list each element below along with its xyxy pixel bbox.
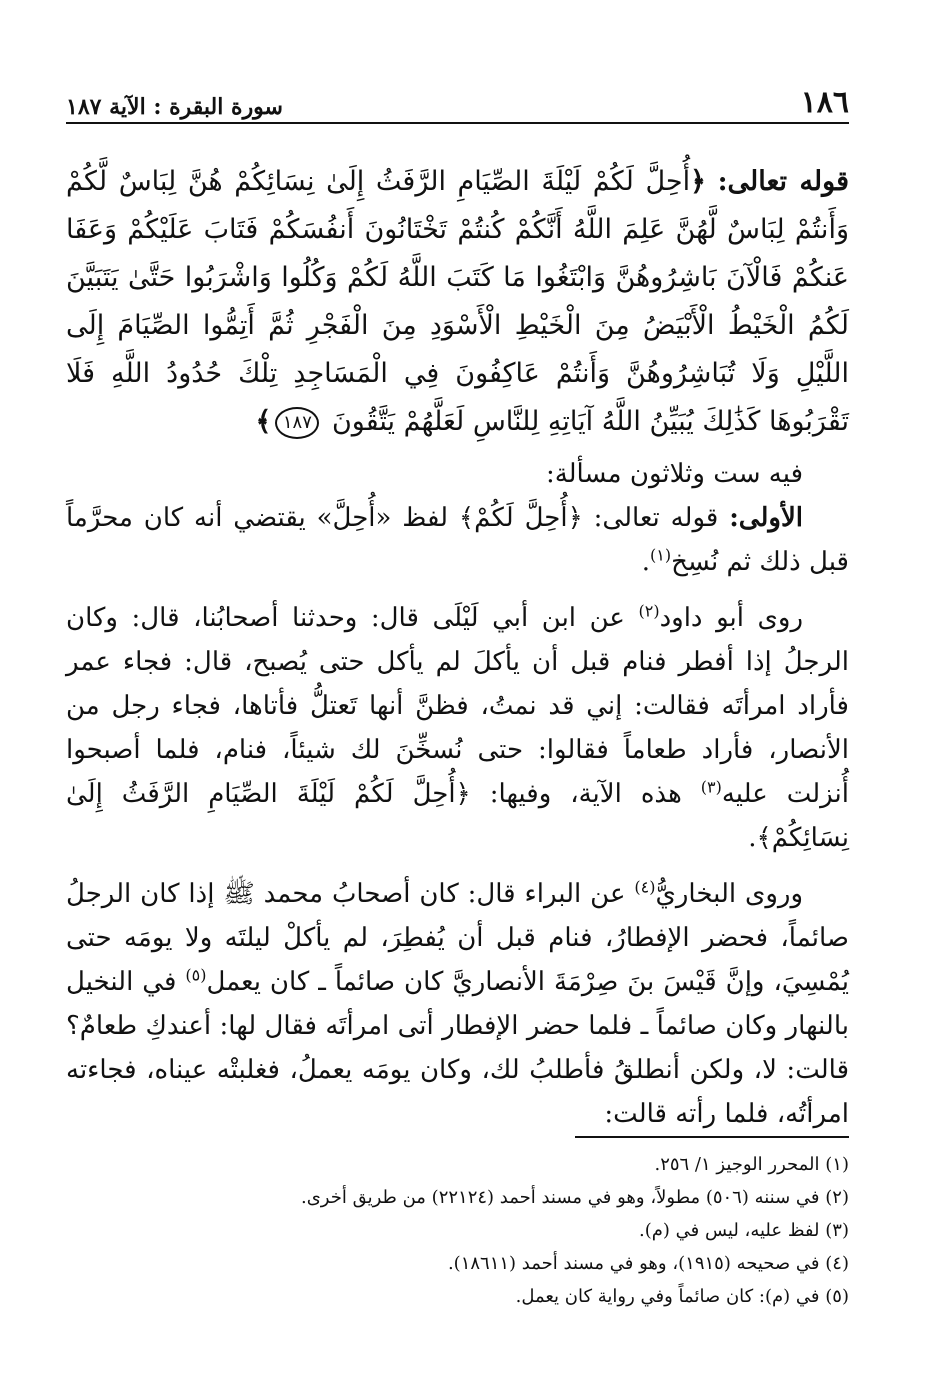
first-issue-paragraph <box>66 496 849 584</box>
footnote-text: في سننه (٥٠٦) مطولاً، وهو في مسند أحمد (٢٢١٢٤) من طريق أخرى. <box>301 1187 820 1208</box>
footnote-item <box>66 1181 849 1214</box>
footnote-item <box>66 1148 849 1181</box>
issue-count-intro: فيه ست وثلاثون مسألة: <box>545 459 803 489</box>
footnote-number: (٢) <box>825 1187 849 1208</box>
bukhari-text-b: عن البراء قال: كان أصحابُ محمد ﷺ إذا كان الرجلُ صائماً، فحضر الإفطارُ، فنام قبل أن يُفطِرَ، لم يأكلْ ليلتَه ولا يومَه حتى يُمْسِيَ، وإنَّ قَيْسَ بنَ صِرْمَةَ الأنصاريَّ كان صائماً ـ كان يعمل <box>66 879 849 997</box>
footnote-number: (٣) <box>825 1220 849 1241</box>
first-issue-lead: الأولى: <box>729 503 804 533</box>
footnotes <box>66 1148 849 1313</box>
footnote-ref: (١) <box>649 545 672 565</box>
bukhari-paragraph <box>66 872 849 1136</box>
footnote-number: (٥) <box>825 1286 849 1307</box>
abu-dawud-text-a: روى أبو داود <box>659 603 804 633</box>
abu-dawud-text-c: هذه الآية، وفيها: ﴿أُحِلَّ لَكُمْ لَيْلَةَ الصِّيَامِ الرَّفَثُ إِلَىٰ نِسَائِكُمْ﴾. <box>66 779 849 853</box>
abu-dawud-text-b: عن ابن أبي لَيْلَى قال: وحدثنا أصحابُنا، قال: وكان الرجلُ إذا أفطر فنام قبل أن يأكلَ لم يأكل حتى يُصبح، قال: فجاء عمر فأراد امرأتَه فقالت: إني قد نمتُ، فظنَّ أنها تَعتلُّ فأتاها، فجاء رجل من الأنصار، فأراد طعاماً فقالوا: حتى نُسخِّنَ لك شيئاً، فنام، فلما أصبحوا أُنزلت عليه <box>66 603 849 809</box>
surah-title: سورة البقرة : الآية ١٨٧ <box>66 94 283 120</box>
footnote-number: (١) <box>825 1154 849 1175</box>
quran-verse-paragraph <box>66 158 849 446</box>
ayah-number-marker: ١٨٧ <box>275 407 319 439</box>
first-issue-end: . <box>641 547 650 577</box>
footnote-ref: (٥) <box>185 965 207 985</box>
verse-open-brace: ﴿ <box>690 166 706 197</box>
page-number: ١٨٦ <box>800 85 849 120</box>
footnote-text: لفظ عليه، ليس في (م). <box>638 1220 820 1241</box>
footnote-text: المحرر الوجيز ١/ ٢٥٦. <box>654 1154 820 1175</box>
footnote-text: في (م): كان صائماً وفي رواية كان يعمل. <box>515 1286 820 1307</box>
verse-text: أُحِلَّ لَكُمْ لَيْلَةَ الصِّيَامِ الرَّفَثُ إِلَىٰ نِسَائِكُمْ هُنَّ لِبَاسٌ لَّكُمْ وَأَنتُمْ لِبَاسٌ لَّهُنَّ عَلِمَ اللَّهُ أَنَّكُمْ كُنتُمْ تَخْتَانُونَ أَنفُسَكُمْ فَتَابَ عَلَيْكُمْ وَعَفَا عَنكُمْ فَالْآنَ بَاشِرُوهُنَّ وَابْتَغُوا مَا كَتَبَ اللَّهُ لَكُمْ وَكُلُوا وَاشْرَبُوا حَتَّىٰ يَتَبَيَّنَ لَكُمُ الْخَيْطُ الْأَبْيَضُ مِنَ الْخَيْطِ الْأَسْوَدِ مِنَ الْفَجْرِ ثُمَّ أَتِمُّوا الصِّيَامَ إِلَى اللَّيْلِ وَلَا تُبَاشِرُوهُنَّ وَأَنتُمْ عَاكِفُونَ فِي الْمَسَاجِدِ تِلْكَ حُدُودُ اللَّهِ فَلَا تَقْرَبُوهَا كَذَٰلِكَ يُبَيِّنُ اللَّهُ آيَاتِهِ لِلنَّاسِ لَعَلَّهُمْ يَتَّقُونَ <box>66 166 849 437</box>
footnote-ref: (٢) <box>638 601 660 621</box>
first-issue-text: قوله تعالى: ﴿أُحِلَّ لَكُمْ﴾ لفظ «أُحِلَّ» يقتضي أنه كان محرَّماً قبل ذلك ثم نُسِخ <box>66 503 849 577</box>
footnote-item <box>66 1247 849 1280</box>
running-header <box>66 84 849 124</box>
footnote-divider <box>575 1136 849 1138</box>
footnote-ref: (٤) <box>634 877 656 897</box>
verse-close-brace: ﴾ <box>255 406 272 437</box>
footnote-number: (٤) <box>825 1253 849 1274</box>
bukhari-text-a: وروى البخاريُّ <box>655 879 803 909</box>
abu-dawud-paragraph <box>66 596 849 860</box>
bukhari-text-c: في النخيل بالنهار وكان صائماً ـ فلما حضر الإفطار أتى امرأتَه فقال لها: أعندكِ طعامٌ؟ قالت: لا، ولكن أنطلقُ فأطلبُ لك، وكان يومَه يعملُ، فغلبتْه عيناه، فجاءته امرأتُه، فلما رأته قالت: <box>66 967 849 1129</box>
footnote-ref: (٣) <box>700 777 722 797</box>
footnote-text: في صحيحه (١٩١٥)، وهو في مسند أحمد (١٨٦١١). <box>447 1253 820 1274</box>
main-text <box>66 158 849 1136</box>
footnote-item <box>66 1280 849 1313</box>
footnote-item <box>66 1214 849 1247</box>
verse-lead: قوله تعالى: <box>717 166 850 197</box>
